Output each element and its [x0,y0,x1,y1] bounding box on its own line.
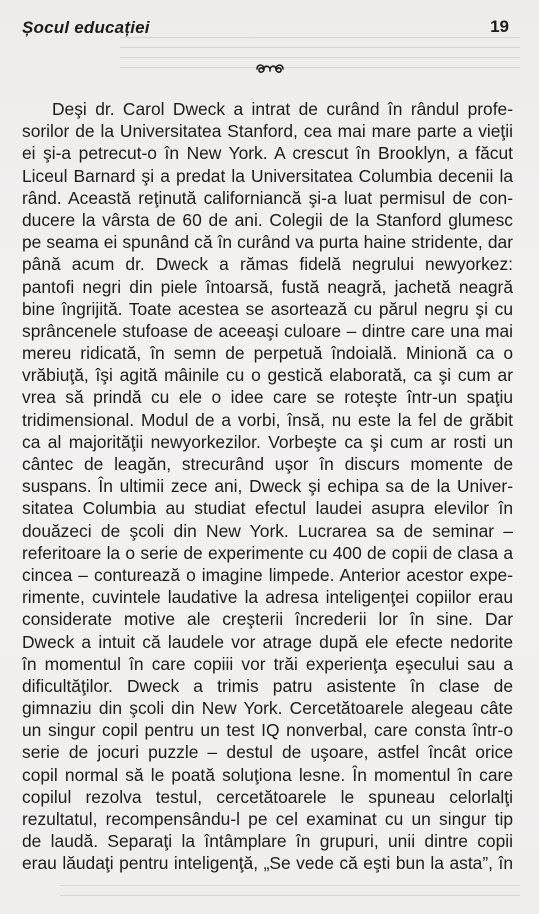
text-line: douăzeci de şcoli din New York. Lucrarea sa de seminar – [22,520,513,541]
text-line: rând. Această reţinută californiancă şi-a luat permisul de con- [22,187,513,208]
text-line: copilul rezolva testul, cercetătoarele le spuneau celorlalţi [22,786,513,807]
text-line: suspans. În ultimii zece ani, Dweck şi echipa sa de la Univer- [22,476,513,497]
text-line: cincea – conturează o imagine limpede. Anterior acestor expe- [22,564,513,585]
text-line: gimnaziu din şcoli din New York. Cercetătoarele alegeau câte [22,698,513,719]
text-line: pantofi negri din piele întoarsă, fustă neagră, jachetă neagră [22,276,513,297]
page-number: 19 [490,17,509,36]
text-line: un singur copil pentru un test IQ nonverbal, care consta într-o [22,720,513,741]
text-line: ca al majorităţii newyorkezilor. Vorbeşte ca şi cum ar rosti un [22,431,513,452]
text-line: ducere la vârsta de 60 de ani. Colegii de la Stanford glumesc [22,209,513,230]
text-line: până acum dr. Dweck a rămas fidelă negrului newyorkez: [22,254,513,275]
text-line: tridimensional. Modul de a vorbi, însă, nu este la fel de grăbit [22,409,513,430]
running-title: Șocul educației [22,18,150,37]
text-line: ei şi-a petrecut-o în New York. A crescut în Brooklyn, a făcut [22,143,513,164]
text-line: sorilor de la Universitatea Stanford, cea mai mare parte a vieţii [22,121,513,142]
text-line: erau lăudaţi pentru inteligenţă, „Se vede că eşti bun la asta”, în [22,853,513,874]
text-line: sitatea Columbia au studiat efectul laudei asupra elevilor în [22,498,513,519]
ornament-divider-icon [0,62,539,81]
text-line: rimente, cuvintele laudative la adresa inteligenţei copiilor erau [22,587,513,608]
text-line: serie de jocuri puzzle – destul de uşoare, astfel încât orice [22,742,513,763]
text-line: vrăbiuţă, îşi agită mâinile cu o gestică elaborată, ca şi cum ar [22,365,513,386]
body-text [22,98,513,875]
text-line: de laudă. Separaţi la întâmplare în grupuri, unii dintre copii [22,831,513,852]
text-line: Liceul Barnard şi a predat la Universitatea Columbia decenii la [22,165,513,186]
text-line: Deşi dr. Carol Dweck a intrat de curând în rândul profe- [52,99,513,119]
text-line: sprâncenele stufoase de aceeaşi culoare – dintre care una mai [22,320,513,341]
text-line: dificultăţilor. Dweck a trimis patru asistente în clase de [22,675,513,696]
text-line: Dweck a intuit că laudele vor atrage după ele efecte nedorite [22,631,513,652]
text-line: rezultatul, recompensându-l pe cel examinat cu un singur tip [22,809,513,829]
show-through-bottom [60,876,520,904]
text-line: cântec de leagăn, strecurând uşor în discurs momente de [22,454,513,474]
text-line: mereu ridicată, în semn de perpetuă îndoială. Minionă ca o [22,343,513,364]
text-line: referitoare la o serie de experimente cu 400 de copii de clasa a [22,542,513,563]
text-line: vrea să prindă cu ele o idee care se roteşte într-un spaţiu [22,387,513,408]
text-line: considerate motive ale creşterii încrederii lor în sine. Dar [22,609,513,630]
page-header [22,16,509,40]
text-line: pe seama ei spunând că în curând va purta haine stridente, dar [22,232,513,253]
text-line: în momentul în care copiii vor trăi experienţa eşecului sau a [22,653,513,674]
text-line: bine îngrijită. Toate acestea se asortează cu părul negru şi cu [22,298,513,319]
text-line: copil normal să le poată soluţiona lesne. În momentul în care [22,764,513,785]
